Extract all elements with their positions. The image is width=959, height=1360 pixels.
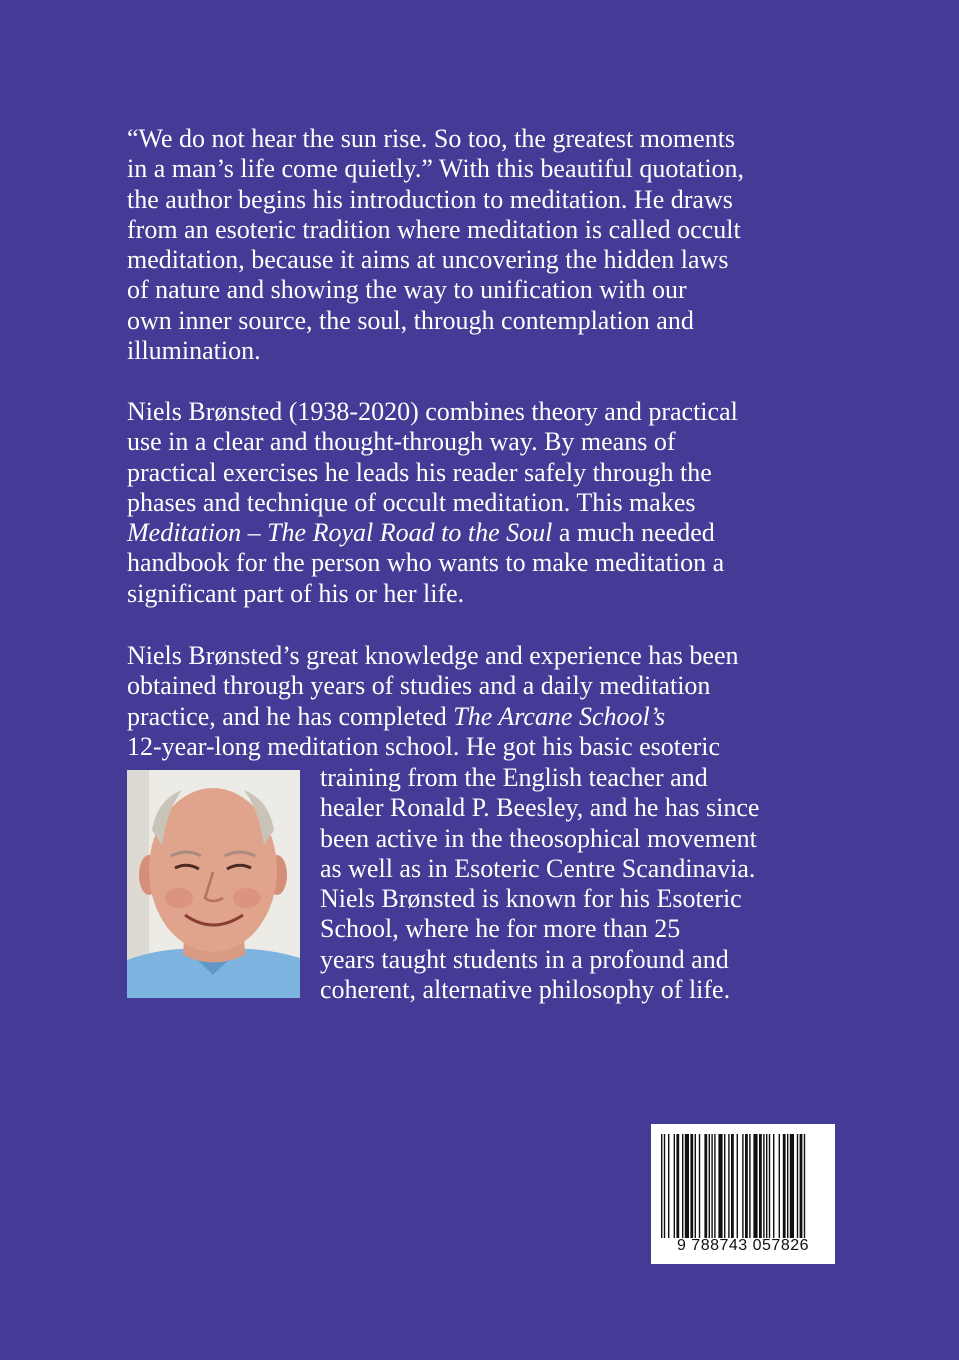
- barcode-bar: [699, 1134, 700, 1238]
- text-line: Niels Brønsted is known for his Esoteric: [320, 884, 742, 914]
- barcode-bar: [709, 1134, 710, 1238]
- barcode-bar: [724, 1134, 725, 1238]
- barcode-bar: [676, 1134, 679, 1238]
- author-bio-wrapped-text: [320, 763, 840, 1005]
- barcode-bar: [797, 1134, 798, 1238]
- text-line: of nature and showing the way to unification with our: [127, 275, 687, 305]
- text-fragment: practice, and he has completed: [127, 701, 454, 731]
- barcode-bar: [783, 1134, 786, 1238]
- text-line: years taught students in a profound and: [320, 944, 729, 974]
- barcode-bar: [763, 1134, 764, 1238]
- barcode-bar: [749, 1134, 750, 1238]
- text-line: Niels Brønsted (1938-2020) combines theory and practical: [127, 397, 738, 426]
- barcode-bar: [759, 1134, 762, 1238]
- text-line: significant part of his or her life.: [127, 578, 465, 608]
- barcode-bar: [779, 1134, 780, 1238]
- author-photo: [127, 770, 300, 998]
- text-line: illumination.: [127, 336, 261, 366]
- text-line: [127, 518, 832, 548]
- text-line: the author begins his introduction to meditation. He draws: [127, 184, 733, 214]
- author-bio-paragraph: [127, 641, 832, 762]
- text-line: “We do not hear the sun rise. So too, the greatest moments: [127, 124, 736, 153]
- barcode-bar: [769, 1134, 770, 1238]
- barcode-bar: [787, 1134, 788, 1238]
- text-line: healer Ronald P. Beesley, and he has since: [320, 793, 760, 823]
- book-title: Meditation – The Royal Road to the Soul: [127, 518, 553, 548]
- barcode-bar: [731, 1134, 734, 1238]
- isbn-number: 9 788743 057826: [676, 1237, 810, 1254]
- description-paragraph-2: [127, 397, 832, 609]
- barcode-bar: [685, 1134, 689, 1238]
- barcode-bar: [804, 1134, 805, 1238]
- barcode-bar: [742, 1134, 743, 1238]
- barcode-bar: [745, 1134, 748, 1238]
- barcode-bar: [668, 1134, 669, 1238]
- barcode-bar: [682, 1134, 683, 1238]
- text-line: use in a clear and thought-through way. By means of: [127, 427, 676, 457]
- school-name: The Arcane School’s: [453, 701, 666, 731]
- text-line: handbook for the person who wants to make meditation a: [127, 548, 725, 578]
- text-line: from an esoteric tradition where meditation is called occult: [127, 214, 741, 244]
- text-fragment: a much needed: [552, 518, 715, 548]
- barcode-bar: [790, 1134, 794, 1238]
- barcode-bar: [728, 1134, 729, 1238]
- barcode-bar: [664, 1134, 665, 1238]
- barcode-bar: [704, 1134, 707, 1238]
- barcode-bars: [661, 1134, 825, 1238]
- barcode-bar: [766, 1134, 767, 1238]
- barcode-bar: [737, 1134, 738, 1238]
- isbn-barcode: [651, 1124, 835, 1264]
- text-line: coherent, alternative philosophy of life.: [320, 975, 731, 1005]
- barcode-bar: [800, 1134, 803, 1238]
- barcode-bar: [661, 1134, 662, 1238]
- text-line: training from the English teacher and: [320, 763, 708, 792]
- text-line: practical exercises he leads his reader safely through the: [127, 457, 712, 487]
- text-line: School, where he for more than 25: [320, 914, 681, 944]
- text-line: obtained through years of studies and a daily meditation: [127, 671, 711, 701]
- barcode-bar: [674, 1134, 675, 1238]
- barcode-bar: [773, 1134, 774, 1238]
- barcode-bar: [753, 1134, 757, 1238]
- barcode-bar: [690, 1134, 693, 1238]
- text-line: been active in the theosophical movement: [320, 823, 757, 853]
- text-line: Niels Brønsted’s great knowledge and experience has been: [127, 641, 739, 670]
- text-line: meditation, because it aims at uncovering the hidden laws: [127, 245, 729, 275]
- text-line: own inner source, the soul, through contemplation and: [127, 305, 694, 335]
- text-line: phases and technique of occult meditation. This makes: [127, 487, 696, 517]
- text-line: in a man’s life come quietly.” With this beautiful quotation,: [127, 154, 745, 184]
- barcode-bar: [718, 1134, 722, 1238]
- barcode-bar: [714, 1134, 715, 1238]
- barcode-bar: [711, 1134, 712, 1238]
- description-paragraph-1: [127, 124, 832, 366]
- text-line: [127, 702, 832, 732]
- author-portrait-illustration: [127, 770, 300, 998]
- text-line: as well as in Esoteric Centre Scandinavia.: [320, 853, 756, 883]
- barcode-bar: [695, 1134, 696, 1238]
- text-line: 12-year-long meditation school. He got his basic esoteric: [127, 731, 720, 761]
